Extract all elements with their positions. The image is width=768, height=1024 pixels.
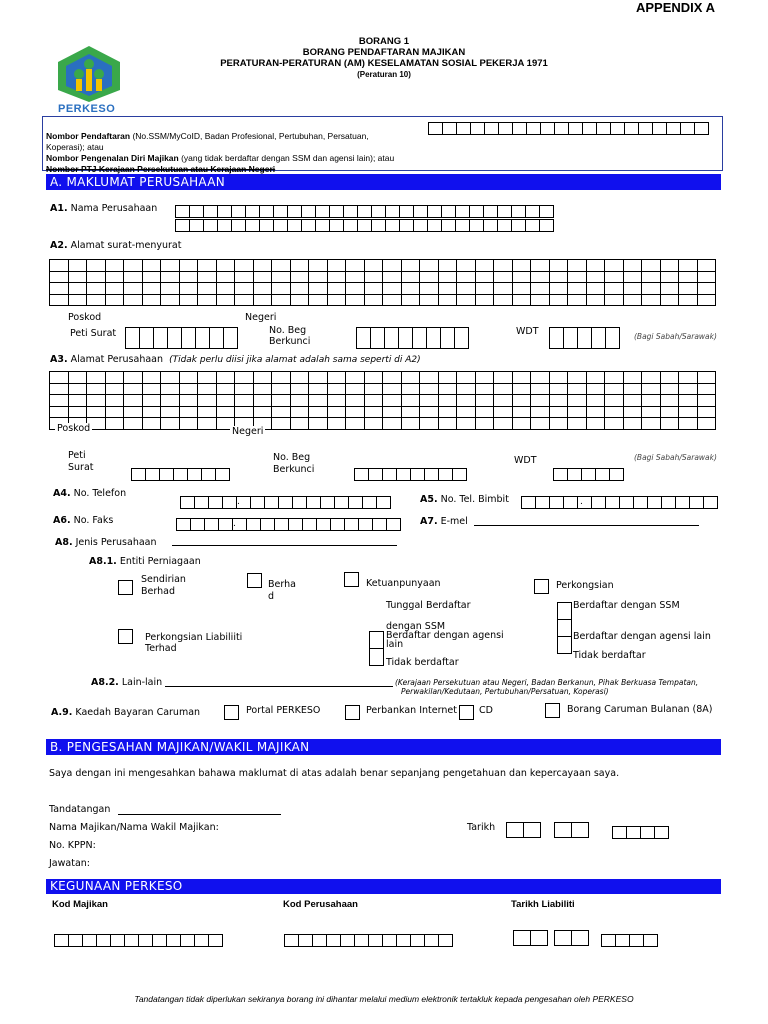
business-address-grid[interactable] xyxy=(49,371,716,430)
kod-majikan-label: Kod Majikan xyxy=(52,899,108,910)
perkongsian-tidak-checkbox[interactable] xyxy=(557,636,572,654)
a2-negeri-label: Negeri xyxy=(245,312,277,323)
a3-note: (Tidak perlu diisi jika alamat adalah sama seperti di A2) xyxy=(169,355,421,365)
a2-peti-surat-input[interactable] xyxy=(125,327,237,349)
logo-text: PERKESO xyxy=(58,103,116,115)
a5-text: No. Tel. Bimbit xyxy=(440,494,509,505)
a2-no-beg-input[interactable] xyxy=(356,327,468,349)
ketuanpunyaan-ssm-checkbox[interactable] xyxy=(369,631,384,649)
date-month-input[interactable] xyxy=(554,822,588,838)
a3-peti-label xyxy=(68,450,94,474)
a9-label xyxy=(51,707,200,718)
date-year-input[interactable] xyxy=(612,826,668,839)
perkongsian-agensi-checkbox[interactable] xyxy=(557,619,572,637)
sendirian-berhad-checkbox[interactable] xyxy=(118,580,133,595)
a2-poskod-label: Poskod xyxy=(68,312,102,323)
tarikh-liabiliti-label: Tarikh Liabiliti xyxy=(511,899,575,910)
tunggal-berdaftar-label: Tunggal Berdaftar xyxy=(386,600,471,611)
a82-note xyxy=(395,678,698,696)
a3-berkunci: Berkunci xyxy=(273,464,315,475)
a5-num: A5. xyxy=(420,494,438,505)
a4-label xyxy=(53,488,126,499)
a3-label xyxy=(50,354,421,365)
mobile-separator: . xyxy=(580,497,583,507)
liabiliti-year-input[interactable] xyxy=(601,934,657,947)
liabiliti-day-input[interactable] xyxy=(513,930,547,946)
a82-text: Lain-lain xyxy=(121,677,163,688)
ketuanpunyaan-agensi-label xyxy=(386,631,504,649)
signature-label: Tandatangan xyxy=(49,804,111,815)
ketuanpunyaan-label: Ketuanpunyaan xyxy=(366,578,441,589)
email-input[interactable] xyxy=(474,525,699,526)
reg-line1-bold: Nombor Pendaftaran xyxy=(46,131,131,141)
kod-majikan-input[interactable] xyxy=(54,934,222,947)
a7-label xyxy=(420,516,468,527)
sendirian-text: Sendirian xyxy=(141,574,186,585)
perkongsian-label: Perkongsian xyxy=(556,580,614,591)
section-b-header: B. PENGESAHAN MAJIKAN/WAKIL MAJIKAN xyxy=(46,739,721,755)
agensi-text1: Berdaftar dengan agensi xyxy=(386,630,504,641)
fax-input[interactable] xyxy=(176,518,400,531)
kod-perusahaan-input[interactable] xyxy=(284,934,452,947)
a3-poskod-label: Poskod xyxy=(57,423,91,434)
sendirian-berhad-label xyxy=(141,574,186,598)
company-name-input-row1[interactable] xyxy=(175,205,553,218)
a7-num: A7. xyxy=(420,516,438,527)
a5-label xyxy=(420,494,509,505)
reg-line2: Koperasi); atau xyxy=(46,142,104,152)
a3-no-beg: No. Beg xyxy=(273,452,311,463)
a2-no-beg: No. Beg xyxy=(269,325,307,336)
a8-num: A8. xyxy=(55,537,73,548)
a3-wdt-label: WDT xyxy=(514,455,537,466)
a2-berkunci: Berkunci xyxy=(269,336,311,347)
kegunaan-header: KEGUNAAN PERKESO xyxy=(46,879,721,894)
perkongsian-ssm-checkbox[interactable] xyxy=(557,602,572,620)
a2-wdt-label: WDT xyxy=(516,326,539,337)
pay-portal-checkbox[interactable] xyxy=(224,705,239,720)
a82-label xyxy=(91,677,162,688)
telephone-input[interactable] xyxy=(180,496,390,509)
a82-note-line1: (Kerajaan Persekutuan atau Negeri, Badan Berkanun, Pihak Berkuasa Tempatan, xyxy=(395,678,699,687)
a2-label xyxy=(50,240,181,251)
pll-text1: Perkongsian Liabiliiti xyxy=(145,632,243,643)
telephone-separator: . xyxy=(237,497,240,507)
position-label: Jawatan: xyxy=(49,858,90,869)
a3-peti: Peti xyxy=(68,450,86,461)
pay-portal-label: Portal PERKESO xyxy=(246,705,321,716)
a6-text: No. Faks xyxy=(73,515,114,526)
a2-peti-surat-label: Peti Surat xyxy=(70,328,117,339)
berhad-checkbox[interactable] xyxy=(247,573,262,588)
form-regulation-ref: (Peraturan 10) xyxy=(357,70,411,79)
company-type-input[interactable] xyxy=(172,545,397,546)
pay-bank-checkbox[interactable] xyxy=(345,705,360,720)
a82-num: A8.2. xyxy=(91,677,119,688)
a3-no-beg-label xyxy=(273,452,314,476)
perkongsian-agensi-label: Berdaftar dengan agensi lain xyxy=(573,631,711,642)
employer-name-label: Nama Majikan/Nama Wakil Majikan: xyxy=(49,822,219,833)
ketuanpunyaan-agensi-checkbox[interactable] xyxy=(369,648,384,666)
dengan-ssm-label: dengan SSM xyxy=(386,621,446,632)
sendirian-berhad-text: Berhad xyxy=(141,586,175,597)
a1-label xyxy=(50,203,157,214)
a4-num: A4. xyxy=(53,488,71,499)
a3-wdt-input[interactable] xyxy=(553,468,623,481)
a81-num: A8.1. xyxy=(89,556,117,567)
a3-peti-surat-input[interactable] xyxy=(131,468,229,481)
a3-surat: Surat xyxy=(68,462,94,473)
company-name-input-row2[interactable] xyxy=(175,219,553,232)
a2-sabah-note: (Bagi Sabah/Sarawak) xyxy=(634,332,717,341)
date-day-input[interactable] xyxy=(506,822,540,838)
a3-sabah-note: (Bagi Sabah/Sarawak) xyxy=(634,453,717,462)
a82-note-line2: Perwakilan/Kedutaan, Pertubuhan/Persatuan, Koperasi) xyxy=(401,687,609,696)
perkongsian-checkbox[interactable] xyxy=(534,579,549,594)
pll-label xyxy=(145,632,242,654)
pay-cd-checkbox[interactable] xyxy=(459,705,474,720)
fax-separator: . xyxy=(233,519,236,529)
kod-perusahaan-label: Kod Perusahaan xyxy=(283,899,358,910)
signature-input[interactable] xyxy=(118,814,281,815)
pay-cd-label: CD xyxy=(479,705,493,716)
form-regulation: PERATURAN-PERATURAN (AM) KESELAMATAN SOSIAL PEKERJA 1971 xyxy=(220,58,548,69)
pll-checkbox[interactable] xyxy=(118,629,133,644)
registration-number-input[interactable] xyxy=(428,122,708,135)
a3-no-beg-input[interactable] xyxy=(354,468,466,481)
liabiliti-month-input[interactable] xyxy=(554,930,588,946)
ketuanpunyaan-checkbox[interactable] xyxy=(344,572,359,587)
berhad-label xyxy=(268,579,296,603)
pay-borang-checkbox[interactable] xyxy=(545,703,560,718)
kppn-label: No. KPPN: xyxy=(49,840,96,851)
form-number: BORANG 1 xyxy=(358,36,410,47)
perkongsian-tidak-label: Tidak berdaftar xyxy=(573,650,646,661)
pll-text2: Terhad xyxy=(145,643,177,654)
a8-label xyxy=(55,537,157,548)
reg-line1-rest: (No.SSM/MyCoID, Badan Profesional, Pertubuhan, Persatuan, xyxy=(130,131,369,141)
appendix-label: APPENDIX A xyxy=(636,0,715,15)
date-label: Tarikh xyxy=(467,822,496,833)
reg-line3-bold: Nombor Pengenalan Diri Majikan xyxy=(46,153,179,163)
a3-num: A3. xyxy=(50,354,68,365)
a1-num: A1. xyxy=(50,203,68,214)
a6-num: A6. xyxy=(53,515,71,526)
a7-text: E-mel xyxy=(440,516,468,527)
a81-text: Entiti Perniagaan xyxy=(119,556,201,567)
a9-text: Kaedah Bayaran Caruman xyxy=(75,707,201,718)
mailing-address-grid[interactable] xyxy=(49,259,716,306)
a3-text: Alamat Perusahaan xyxy=(70,354,164,365)
a3-negeri-label: Negeri xyxy=(232,426,264,437)
footer-note: Tandatangan tidak diperlukan sekiranya borang ini dihantar melalui medium elektronik tertakluk kepada pengesahan oleh PERKESO xyxy=(134,994,634,1004)
pay-borang-label: Borang Caruman Bulanan (8A) xyxy=(567,704,713,715)
registration-text xyxy=(46,131,426,175)
berhad-text2: d xyxy=(268,591,275,602)
reg-line4: Nombor PTJ Kerajaan Persekutuan atau Kerajaan Negeri xyxy=(46,164,276,174)
a9-num: A.9. xyxy=(51,707,73,718)
a6-label xyxy=(53,515,113,526)
a2-text: Alamat surat-menyurat xyxy=(70,240,182,251)
perkongsian-ssm-label: Berdaftar dengan SSM xyxy=(573,600,680,611)
lain-lain-input[interactable] xyxy=(165,686,393,687)
form-title: BORANG PENDAFTARAN MAJIKAN xyxy=(302,47,466,58)
section-a-header: A. MAKLUMAT PERUSAHAAN xyxy=(46,174,721,190)
mobile-input[interactable] xyxy=(521,496,717,509)
a81-label xyxy=(89,556,201,567)
a2-wdt-input[interactable] xyxy=(549,327,619,349)
agensi-text2: lain xyxy=(386,639,404,650)
pay-bank-label: Perbankan Internet xyxy=(366,705,457,716)
a4-text: No. Telefon xyxy=(73,488,127,499)
berhad-text1: Berha xyxy=(268,579,296,590)
a2-no-beg-label xyxy=(269,325,310,347)
reg-line3-rest: (yang tidak berdaftar dengan SSM dan agensi lain); atau xyxy=(178,153,395,163)
ketuanpunyaan-tidak-label: Tidak berdaftar xyxy=(386,657,459,668)
a2-num: A2. xyxy=(50,240,68,251)
a8-text: Jenis Perusahaan xyxy=(75,537,157,548)
a1-text: Nama Perusahaan xyxy=(70,203,158,214)
declaration-text: Saya dengan ini mengesahkan bahawa maklumat di atas adalah benar sepanjang pengetahuan dan kepercayaan saya. xyxy=(49,768,620,779)
